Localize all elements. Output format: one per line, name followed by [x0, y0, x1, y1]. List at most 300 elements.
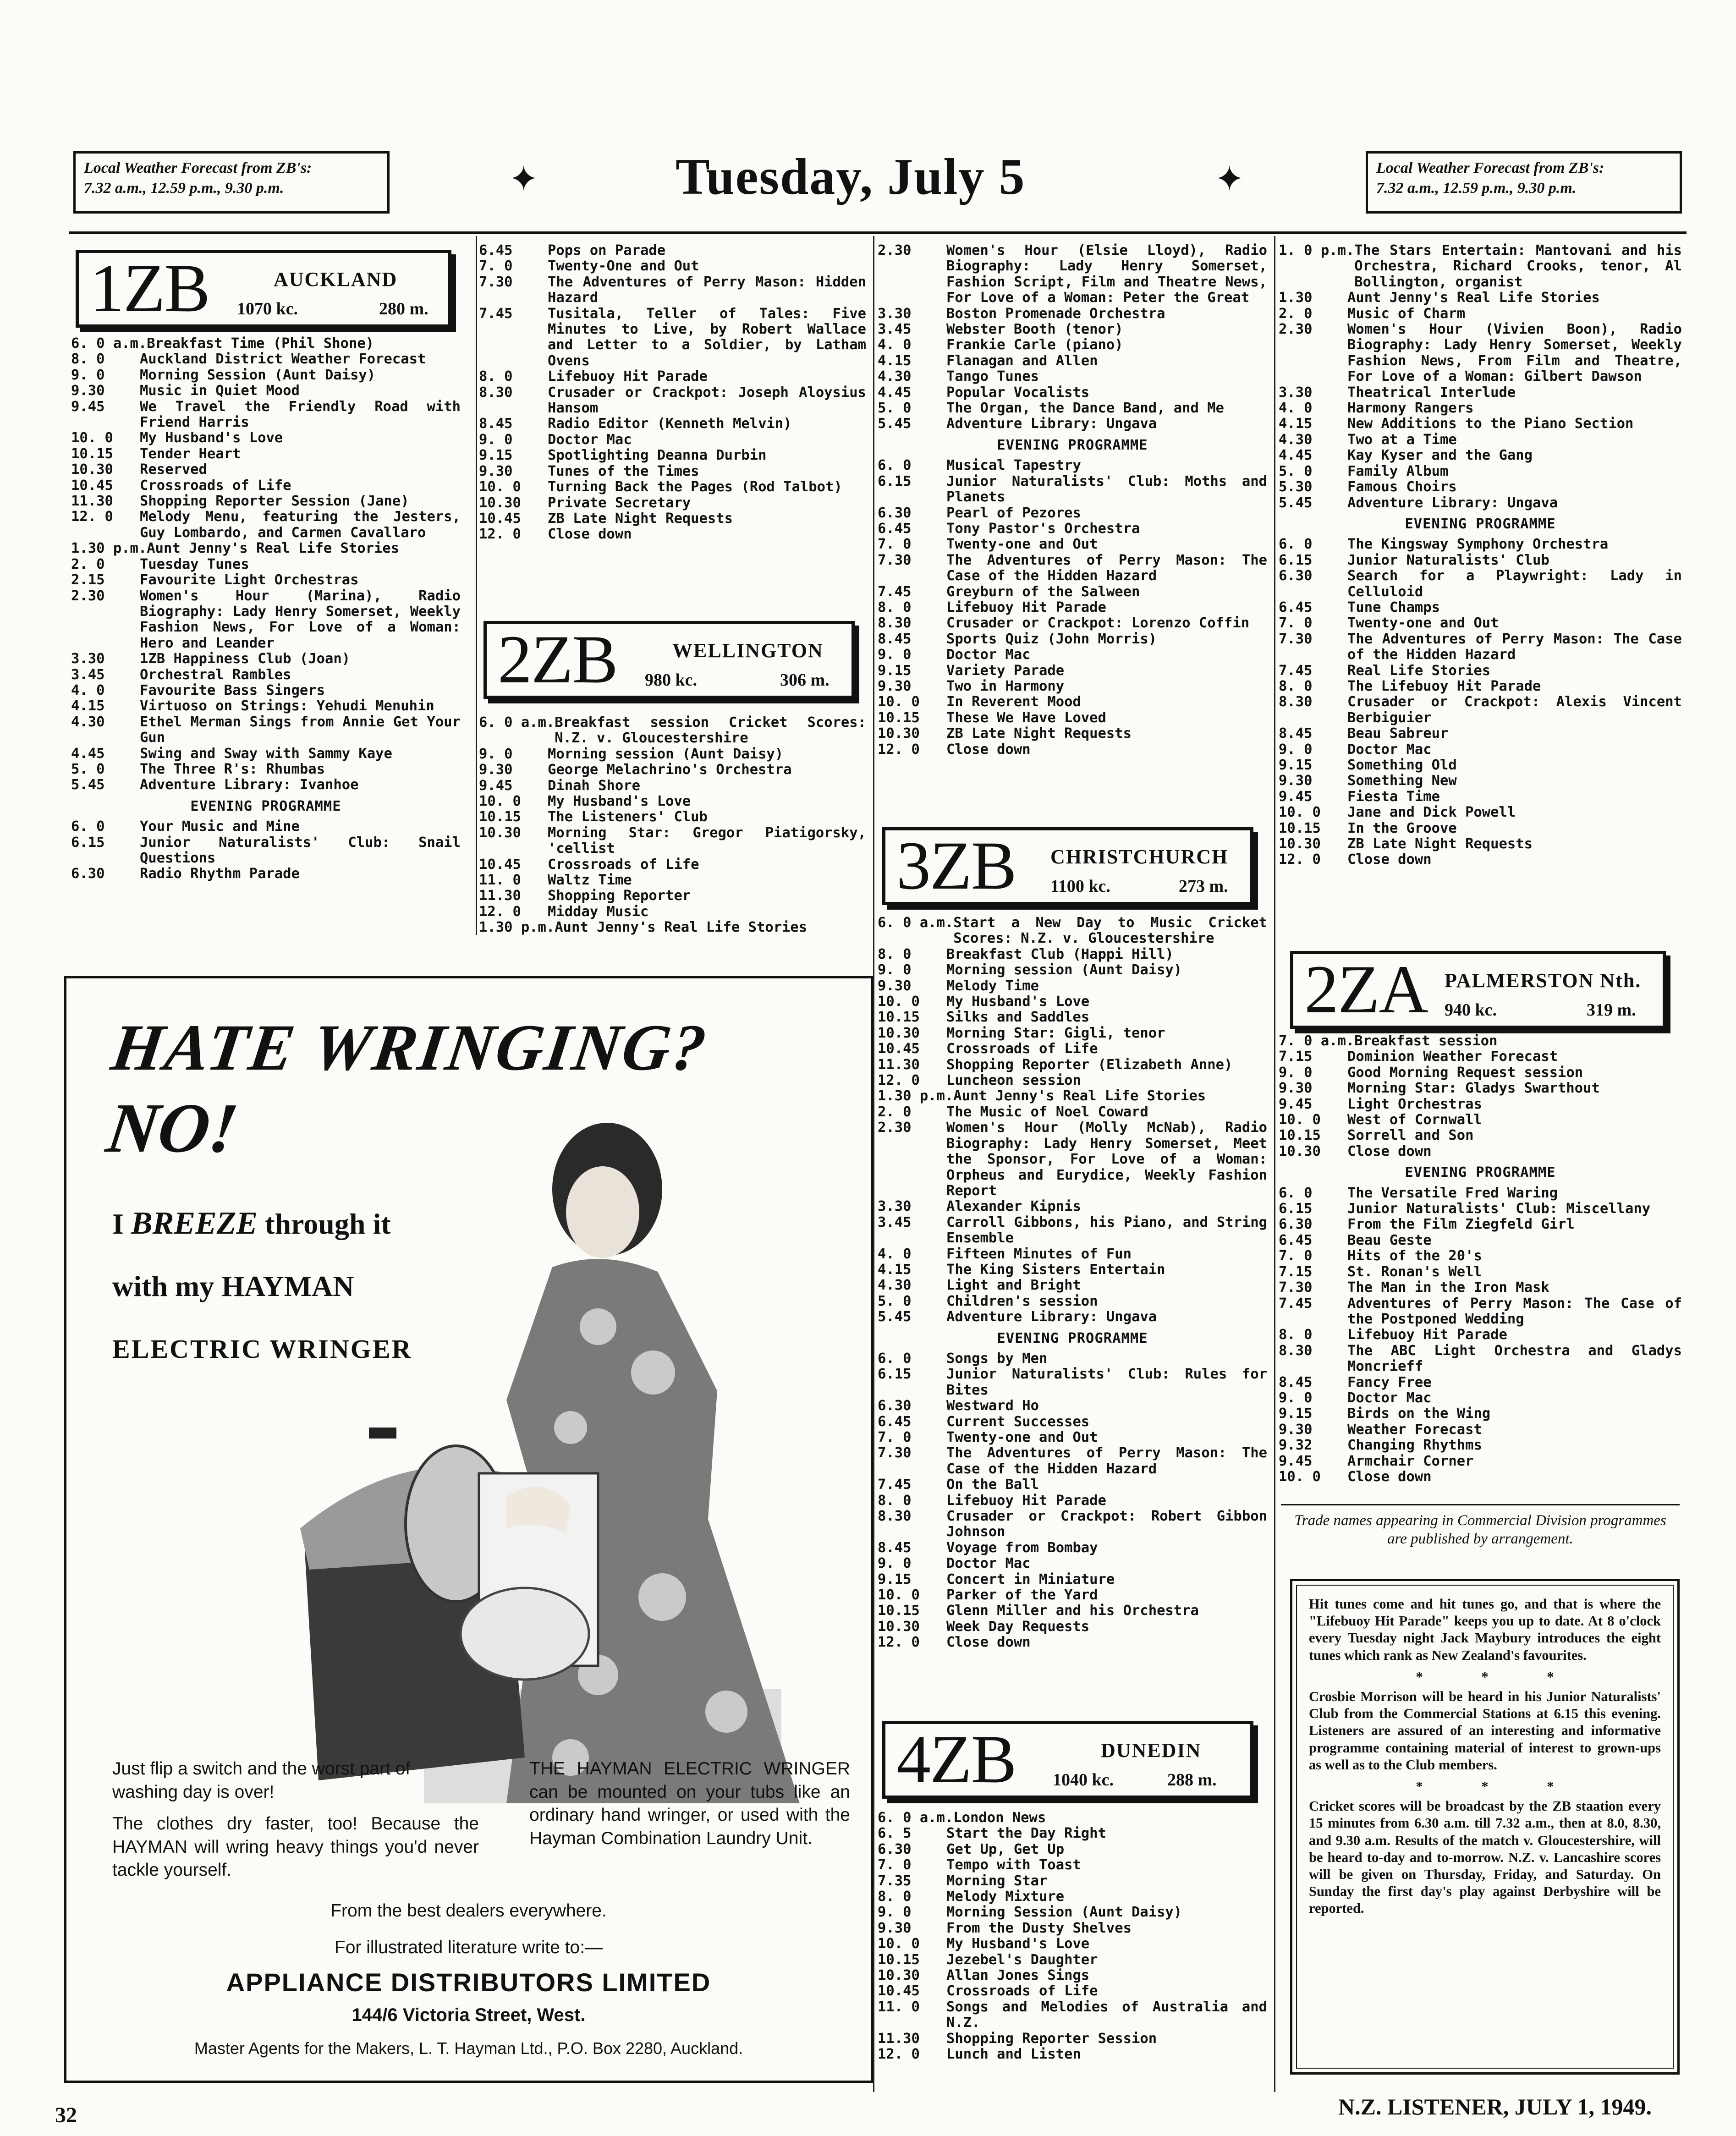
programme-entry	[878, 1073, 1267, 1088]
station-wavelength: 273 m.	[1179, 877, 1228, 896]
programme-title: Junior Naturalists' Club: Snail Questions	[140, 834, 461, 866]
programme-time: 6.45	[878, 1413, 912, 1430]
programme-time: 2. 0	[1279, 305, 1313, 322]
woman-with-wringer-illustration	[250, 1070, 891, 1822]
programme-time: 9. 0	[1279, 1389, 1313, 1406]
programme-time: 9.15	[1279, 1406, 1313, 1422]
programme-time: 1.30	[1279, 290, 1313, 306]
programme-title: Birds on the Wing	[1347, 1406, 1491, 1422]
programme-title: Tuesday Tunes	[140, 556, 249, 572]
programme-title: My Husband's Love	[946, 1936, 1090, 1952]
programme-entry	[479, 275, 866, 306]
programme-title: Breakfast Club (Happi Hill)	[946, 946, 1174, 962]
programme-time: 1. 0 p.m.	[1279, 242, 1355, 258]
ad-tagline-wringer: ELECTRIC WRINGER	[112, 1334, 412, 1364]
programme-time: 10.30	[71, 461, 113, 478]
programme-entry	[878, 1952, 1267, 1968]
programme-time: 9.15	[878, 1571, 912, 1587]
programme-time: 7. 0	[1279, 615, 1313, 631]
programme-time: 7.35	[878, 1872, 912, 1889]
programme-title: Two in Harmony	[946, 678, 1065, 694]
programme-entry	[1279, 1112, 1682, 1128]
programme-title: Morning Star: Gladys Swarthout	[1347, 1080, 1600, 1097]
programme-entry	[479, 920, 866, 935]
programme-entry	[878, 1572, 1267, 1587]
programme-entry	[878, 416, 1267, 432]
programme-entry	[479, 888, 866, 904]
weather-box-right	[1366, 151, 1682, 214]
programme-entry	[878, 385, 1267, 401]
programme-title: Doctor Mac	[946, 1555, 1031, 1572]
programme-title: Adventure Library: Ungava	[1347, 494, 1558, 511]
programme-entry	[71, 351, 461, 367]
diamond-ornament-left: ✦	[509, 159, 539, 200]
programme-title: Doctor Mac	[1347, 1389, 1432, 1406]
programme-time: 3.30	[878, 305, 912, 322]
programme-time: 6.30	[71, 866, 105, 882]
programme-entry	[1279, 1248, 1682, 1264]
programme-time: 6.15	[1279, 552, 1313, 568]
programme-time: 9.45	[1279, 788, 1313, 805]
programme-time: 8.45	[1279, 725, 1313, 742]
programme-entry	[1279, 1264, 1682, 1280]
diamond-ornament-right: ✦	[1214, 159, 1245, 200]
programme-title: Close down	[548, 526, 632, 543]
programme-time: 10.45	[479, 510, 521, 527]
programme-time: 9.30	[1279, 1080, 1313, 1097]
programme-time: 2.30	[1279, 321, 1313, 338]
programme-entry	[1279, 1128, 1682, 1143]
programme-entry	[479, 464, 866, 479]
programme-entry	[878, 1842, 1267, 1857]
programme-entry	[878, 615, 1267, 631]
programme-title: Morning session (Aunt Daisy)	[946, 962, 1182, 978]
programme-time: 10. 0	[1279, 1112, 1321, 1128]
programme-title: St. Ronan's Well	[1347, 1263, 1482, 1280]
programme-entry	[1279, 615, 1682, 631]
station-wavelength: 288 m.	[1167, 1770, 1217, 1790]
programme-time: 11.30	[878, 2030, 920, 2047]
programme-time: 8. 0	[71, 351, 105, 368]
programme-title: Silks and Saddles	[946, 1009, 1090, 1026]
programme-title: Current Successes	[946, 1413, 1090, 1430]
programme-title: Aunt Jenny's Real Life Stories	[555, 919, 808, 936]
weather-title: Local Weather Forecast from ZB's:	[1376, 159, 1604, 176]
programme-title: Morning session (Aunt Daisy)	[548, 746, 784, 762]
programme-time: 4. 0	[71, 682, 105, 698]
programme-title: Adventure Library: Ivanhoe	[140, 777, 359, 793]
programme-entry	[878, 647, 1267, 663]
programme-time: 7. 0	[878, 1857, 912, 1873]
programme-entry	[878, 1445, 1267, 1477]
programme-time: 10.45	[878, 1983, 920, 1999]
programme-entry	[71, 336, 461, 351]
programme-title: Dominion Weather Forecast	[1347, 1049, 1558, 1065]
programme-time: 9.15	[878, 662, 912, 679]
programme-time: 6.30	[878, 1398, 912, 1414]
programme-title: Crossroads of Life	[140, 477, 291, 494]
station-box-3zb	[882, 827, 1253, 905]
programme-title: Breakfast session Cricket Scores: N.Z. v. Gloucestershire	[555, 714, 866, 747]
programme-entry	[1279, 495, 1682, 511]
programme-entry	[1279, 568, 1682, 600]
programme-entry	[1279, 1217, 1682, 1232]
programme-title: Flanagan and Allen	[946, 352, 1098, 369]
programme-title: Ethel Merman Sings from Annie Get Your Gun	[140, 714, 461, 746]
programme-time: 10. 0	[479, 793, 521, 810]
programme-entry	[1279, 821, 1682, 836]
programme-time: 5.45	[878, 1309, 912, 1325]
programme-entry	[878, 1262, 1267, 1278]
programme-time: 7.45	[878, 583, 912, 600]
programme-time: 12. 0	[479, 903, 521, 920]
programme-entry	[878, 631, 1267, 647]
programme-time: 9.30	[479, 762, 513, 778]
programme-title: Harmony Rangers	[1347, 400, 1474, 417]
ad-agents: Master Agents for the Makers, L. T. Hayman Ltd., P.O. Box 2280, Auckland.	[194, 2039, 743, 2058]
programme-title: West of Cornwall	[1347, 1112, 1482, 1128]
programme-time: 12. 0	[878, 1072, 920, 1089]
programme-entry	[878, 458, 1267, 473]
programme-time: 6.30	[878, 505, 912, 521]
programme-title: Crusader or Crackpot: Robert Gibbon Johnson	[946, 1508, 1267, 1540]
station-city: PALMERSTON Nth.	[1445, 969, 1642, 992]
programme-title: Orchestral Rambles	[140, 666, 291, 683]
programme-title: Two at a Time	[1347, 431, 1457, 448]
schedule-3zb	[878, 915, 1267, 1651]
station-frequency: 1100 kc.	[1050, 877, 1110, 896]
programme-time: 4. 0	[878, 337, 912, 353]
programme-entry	[71, 746, 461, 762]
programme-entry	[1279, 1390, 1682, 1406]
programme-title: Popular Vocalists	[946, 384, 1090, 401]
programme-entry	[1279, 243, 1682, 290]
programme-entry	[71, 494, 461, 509]
ad-body-left-2: The clothes dry faster, too! Because the HAYMAN will wring heavy things you'd never tackle yourself.	[112, 1814, 479, 1880]
programme-time: 2.30	[878, 242, 912, 258]
programme-title: Shopping Reporter	[548, 888, 691, 904]
programme-title: Fancy Free	[1347, 1374, 1432, 1390]
programme-entry	[1279, 1406, 1682, 1422]
programme-entry	[71, 572, 461, 588]
programme-time: 10. 0	[1279, 804, 1321, 821]
programme-title: My Husband's Love	[946, 994, 1090, 1010]
programme-time: 11. 0	[878, 1999, 920, 2015]
programme-entry	[1279, 401, 1682, 416]
programme-time: 8. 0	[1279, 1327, 1313, 1343]
programme-entry	[1279, 432, 1682, 448]
programme-title: Adventure Library: Ungava	[946, 416, 1157, 432]
programme-entry	[479, 809, 866, 825]
programme-entry	[878, 1983, 1267, 1999]
programme-time: 7. 0 a.m.	[1279, 1033, 1355, 1049]
programme-title: Turning Back the Pages (Rod Talbot)	[548, 479, 842, 495]
programme-time: 10.30	[878, 725, 920, 742]
station-code: 1ZB	[90, 250, 209, 326]
programme-entry	[878, 742, 1267, 758]
programme-entry	[1279, 1375, 1682, 1390]
programme-title: Tunes of the Times	[548, 463, 699, 479]
programme-entry	[878, 1889, 1267, 1905]
programme-entry	[878, 306, 1267, 322]
programme-time: 12. 0	[479, 526, 521, 543]
programme-entry	[878, 710, 1267, 726]
programme-entry	[878, 679, 1267, 694]
station-code: 2ZB	[498, 621, 617, 697]
programme-entry	[878, 1367, 1267, 1398]
programme-time: 3.45	[71, 666, 105, 683]
programme-title: Lifebuoy Hit Parade	[946, 1492, 1106, 1509]
programme-title: Start a New Day to Music Cricket Scores: N.Z. v. Gloucestershire	[953, 915, 1267, 947]
programme-time: 12. 0	[878, 741, 920, 758]
programme-title: In Reverent Mood	[946, 694, 1081, 710]
programme-entry	[1279, 1049, 1682, 1065]
programme-entry	[878, 1104, 1267, 1120]
programme-entry	[71, 714, 461, 746]
programme-time: 8. 0	[479, 368, 513, 385]
programme-title: Junior Naturalists' Club: Moths and Planets	[946, 473, 1267, 505]
programme-title: Favourite Light Orchestras	[140, 572, 359, 588]
programme-entry	[71, 683, 461, 698]
trade-note-rule	[1281, 1504, 1680, 1505]
programme-title: Crusader or Crackpot: Alexis Vincent Berbiguier	[1347, 694, 1682, 726]
programme-time: 4.30	[878, 1277, 912, 1294]
programme-entry	[878, 1026, 1267, 1041]
programme-title: Light Orchestras	[1347, 1096, 1482, 1112]
programme-entry	[1279, 1033, 1682, 1049]
programme-time: 8.30	[878, 615, 912, 631]
programme-title: Family Album	[1347, 463, 1449, 479]
programme-title: Close down	[1347, 1143, 1432, 1159]
programme-time: 9. 0	[71, 367, 105, 383]
programme-time: 11.30	[71, 493, 113, 510]
programme-entry	[71, 478, 461, 494]
programme-entry	[71, 462, 461, 478]
ad-literature: For illustrated literature write to:—	[334, 1938, 603, 1957]
programme-title: Shopping Reporter Session	[946, 2030, 1157, 2047]
schedule-2zb-continued	[878, 243, 1267, 758]
programme-time: 7.30	[878, 1445, 912, 1461]
programme-title: Sorrell and Son	[1347, 1127, 1474, 1144]
programme-title: We Travel the Friendly Road with Friend Harris	[140, 398, 461, 431]
programme-time: 11.30	[878, 1056, 920, 1073]
programme-time: 5. 0	[71, 761, 105, 777]
programme-time: 8.45	[1279, 1374, 1313, 1390]
programme-time: 8. 0	[878, 1889, 912, 1905]
station-city: WELLINGTON	[672, 639, 824, 662]
programme-time: 6.30	[878, 1841, 912, 1857]
programme-title: Twenty-One and Out	[548, 258, 699, 275]
face	[566, 1166, 639, 1258]
page-number: 32	[55, 2103, 77, 2127]
programme-title: The Kingsway Symphony Orchestra	[1347, 536, 1609, 553]
programme-time: 3.30	[878, 1198, 912, 1215]
programme-title: Twenty-one and Out	[946, 1429, 1098, 1445]
electric-motor	[461, 1588, 589, 1680]
programme-time: 4.45	[1279, 447, 1313, 464]
programme-time: 6.15	[878, 1366, 912, 1383]
station-code: 2ZA	[1304, 951, 1428, 1027]
programme-title: Concert in Miniature	[946, 1571, 1115, 1587]
programme-entry	[1279, 789, 1682, 805]
programme-title: Crusader or Crackpot: Lorenzo Coffin	[946, 615, 1250, 631]
ad-dealers: From the best dealers everywhere.	[330, 1901, 607, 1921]
programme-entry	[878, 322, 1267, 337]
programme-title: Allan Jones Sings	[946, 1967, 1090, 1984]
programme-title: The Adventures of Perry Mason: The Case of the Hidden Hazard	[946, 552, 1267, 584]
programme-entry	[878, 1810, 1267, 1826]
programme-title: Start the Day Right	[946, 1825, 1106, 1842]
programme-time: 6.15	[1279, 1201, 1313, 1217]
programme-title: The Lifebuoy Hit Parade	[1347, 678, 1541, 694]
programme-time: 1.30 p.m.	[71, 540, 147, 557]
programme-entry	[878, 1921, 1267, 1936]
programme-entry	[878, 726, 1267, 741]
programme-time: 9.30	[878, 678, 912, 694]
programme-time: 10.15	[1279, 820, 1321, 836]
programme-entry	[878, 1294, 1267, 1309]
programme-time: 10. 0	[1279, 1468, 1321, 1485]
programme-title: Midday Music	[548, 903, 649, 920]
programme-time: 4.30	[878, 368, 912, 385]
station-city: CHRISTCHURCH	[1050, 846, 1229, 868]
weather-title: Local Weather Forecast from ZB's:	[84, 159, 312, 176]
programme-time: 9. 0	[1279, 741, 1313, 758]
programme-time: 6.45	[479, 242, 513, 258]
programme-title: Junior Naturalists' Club	[1347, 552, 1549, 568]
evening-programme-heading: EVENING PROGRAMME	[1405, 1164, 1556, 1181]
programme-title: Aunt Jenny's Real Life Stories	[953, 1088, 1206, 1104]
programme-time: 10.30	[878, 1618, 920, 1635]
programme-time: 2.15	[71, 572, 105, 588]
programme-entry	[1279, 663, 1682, 679]
programme-title: Shopping Reporter Session (Jane)	[140, 493, 409, 510]
station-box-2zb	[483, 621, 855, 699]
programme-entry	[878, 1556, 1267, 1571]
programme-entry	[1279, 679, 1682, 694]
programme-time: 7. 0	[479, 258, 513, 275]
publication-line: N.Z. LISTENER, JULY 1, 1949.	[1338, 2094, 1652, 2120]
programme-entry	[878, 1509, 1267, 1540]
programme-entry	[71, 762, 461, 777]
programme-time: 8. 0	[878, 1492, 912, 1509]
ad-headline-no: NO!	[102, 1089, 243, 1167]
programme-title: Greyburn of the Salween	[946, 583, 1140, 600]
programme-time: 9. 0	[878, 1904, 912, 1921]
programme-time: 9. 0	[878, 1555, 912, 1572]
programme-title: Something New	[1347, 773, 1457, 789]
programme-entry	[1279, 1280, 1682, 1296]
programme-time: 9.30	[71, 383, 105, 399]
programme-title: Music of Charm	[1347, 305, 1466, 322]
programme-time: 10. 0	[878, 994, 920, 1010]
programme-entry	[878, 1351, 1267, 1367]
programme-title: Spotlighting Deanna Durbin	[548, 447, 767, 464]
note-hit-parade: Hit tunes come and hit tunes go, and that is where the "Lifebuoy Hit Parade" keeps you up to date. At 8 o'clock every Tuesday night Jack Maybury introduces the eight tunes which rank as New Zealand's favourites.	[1309, 1596, 1661, 1663]
evening-programme-heading: EVENING PROGRAMME	[997, 437, 1148, 453]
programme-title: The ABC Light Orchestra and Gladys Moncrieff	[1347, 1342, 1682, 1375]
weather-times: 7.32 a.m., 12.59 p.m., 9.30 p.m.	[1376, 179, 1577, 197]
programme-title: Tusitala, Teller of Tales: Five Minutes to Live, by Robert Wallace and Letter to a Soldier, by Latham Ovens	[548, 305, 866, 369]
programme-title: Changing Rhythms	[1347, 1437, 1482, 1454]
programme-title: Melody Mixture	[946, 1889, 1065, 1905]
programme-entry	[878, 1120, 1267, 1199]
evening-programme-heading: EVENING PROGRAMME	[997, 1330, 1148, 1346]
programme-time: 5. 0	[1279, 463, 1313, 479]
programme-title: The Versatile Fred Waring	[1347, 1185, 1558, 1201]
programme-title: Theatrical Interlude	[1347, 384, 1516, 401]
programme-entry	[1279, 1438, 1682, 1453]
programme-time: 10. 0	[878, 1587, 920, 1603]
programme-title: Lifebuoy Hit Parade	[548, 368, 708, 385]
programme-title: Children's session	[946, 1293, 1098, 1309]
programme-time: 8.30	[1279, 694, 1313, 710]
programme-entry	[1279, 758, 1682, 773]
programme-entry	[479, 873, 866, 888]
programme-entry	[878, 1088, 1267, 1104]
programme-time: 4. 0	[1279, 400, 1313, 417]
programme-time: 6. 0	[1279, 1185, 1313, 1201]
programme-entry	[878, 947, 1267, 962]
programme-entry	[878, 1999, 1267, 2031]
programme-title: Melody Menu, featuring the Jesters, Guy Lombardo, and Carmen Cavallaro	[140, 509, 461, 541]
programme-title: Waltz Time	[548, 872, 632, 889]
programme-entry	[1279, 1296, 1682, 1328]
programme-entry	[878, 1635, 1267, 1650]
programme-time: 8.30	[878, 1508, 912, 1525]
station-wavelength: 280 m.	[379, 299, 429, 318]
programme-entry	[71, 651, 461, 667]
separator-stars: * * *	[1416, 1669, 1582, 1685]
programme-entry	[878, 2031, 1267, 2047]
programme-entry	[1279, 553, 1682, 568]
programme-entry	[479, 258, 866, 274]
programme-title: London News	[953, 1810, 1046, 1826]
programme-entry	[878, 1215, 1267, 1246]
programme-entry	[1279, 726, 1682, 741]
programme-time: 4.30	[71, 714, 105, 730]
programme-time: 6. 0	[1279, 536, 1313, 553]
programme-title: Close down	[1347, 1468, 1432, 1485]
programme-title: Famous Choirs	[1347, 479, 1457, 495]
programme-entry	[878, 505, 1267, 521]
programme-title: Women's Hour (Elsie Lloyd), Radio Biography: Lady Henry Somerset, Fashion Script, Film and Theatre News, For Love of a Woman: Peter the Great	[946, 242, 1267, 306]
programme-title: Aunt Jenny's Real Life Stories	[147, 540, 400, 557]
programme-entry	[71, 588, 461, 652]
programme-entry	[878, 1430, 1267, 1445]
programme-entry	[479, 904, 866, 920]
programme-time: 9.45	[479, 777, 513, 794]
programme-time: 3.30	[71, 651, 105, 667]
programme-time: 9.30	[1279, 773, 1313, 789]
programme-title: The Music of Noel Coward	[946, 1104, 1148, 1120]
programme-title: Your Music and Mine	[140, 818, 300, 835]
programme-title: The Stars Entertain: Mantovani and his Orchestra, Richard Crooks, tenor, Al Bollington, organist	[1354, 242, 1682, 290]
station-code: 4ZB	[896, 1721, 1016, 1797]
programme-title: Fifteen Minutes of Fun	[946, 1246, 1132, 1262]
programme-title: Junior Naturalists' Club: Miscellany	[1347, 1201, 1651, 1217]
programme-entry	[878, 337, 1267, 353]
programme-title: Reserved	[140, 461, 207, 478]
programme-time: 4. 0	[878, 1246, 912, 1262]
programme-title: Close down	[946, 741, 1031, 758]
programme-title: The Adventures of Perry Mason: Hidden Hazard	[548, 274, 866, 306]
programme-entry	[1279, 1454, 1682, 1469]
programme-title: Crossroads of Life	[946, 1041, 1098, 1057]
programme-title: Parker of the Yard	[946, 1587, 1098, 1603]
ad-address: 144/6 Victoria Street, West.	[352, 2005, 586, 2025]
programme-title: Morning Star: Gregor Piatigorsky, 'cellist	[548, 824, 866, 857]
